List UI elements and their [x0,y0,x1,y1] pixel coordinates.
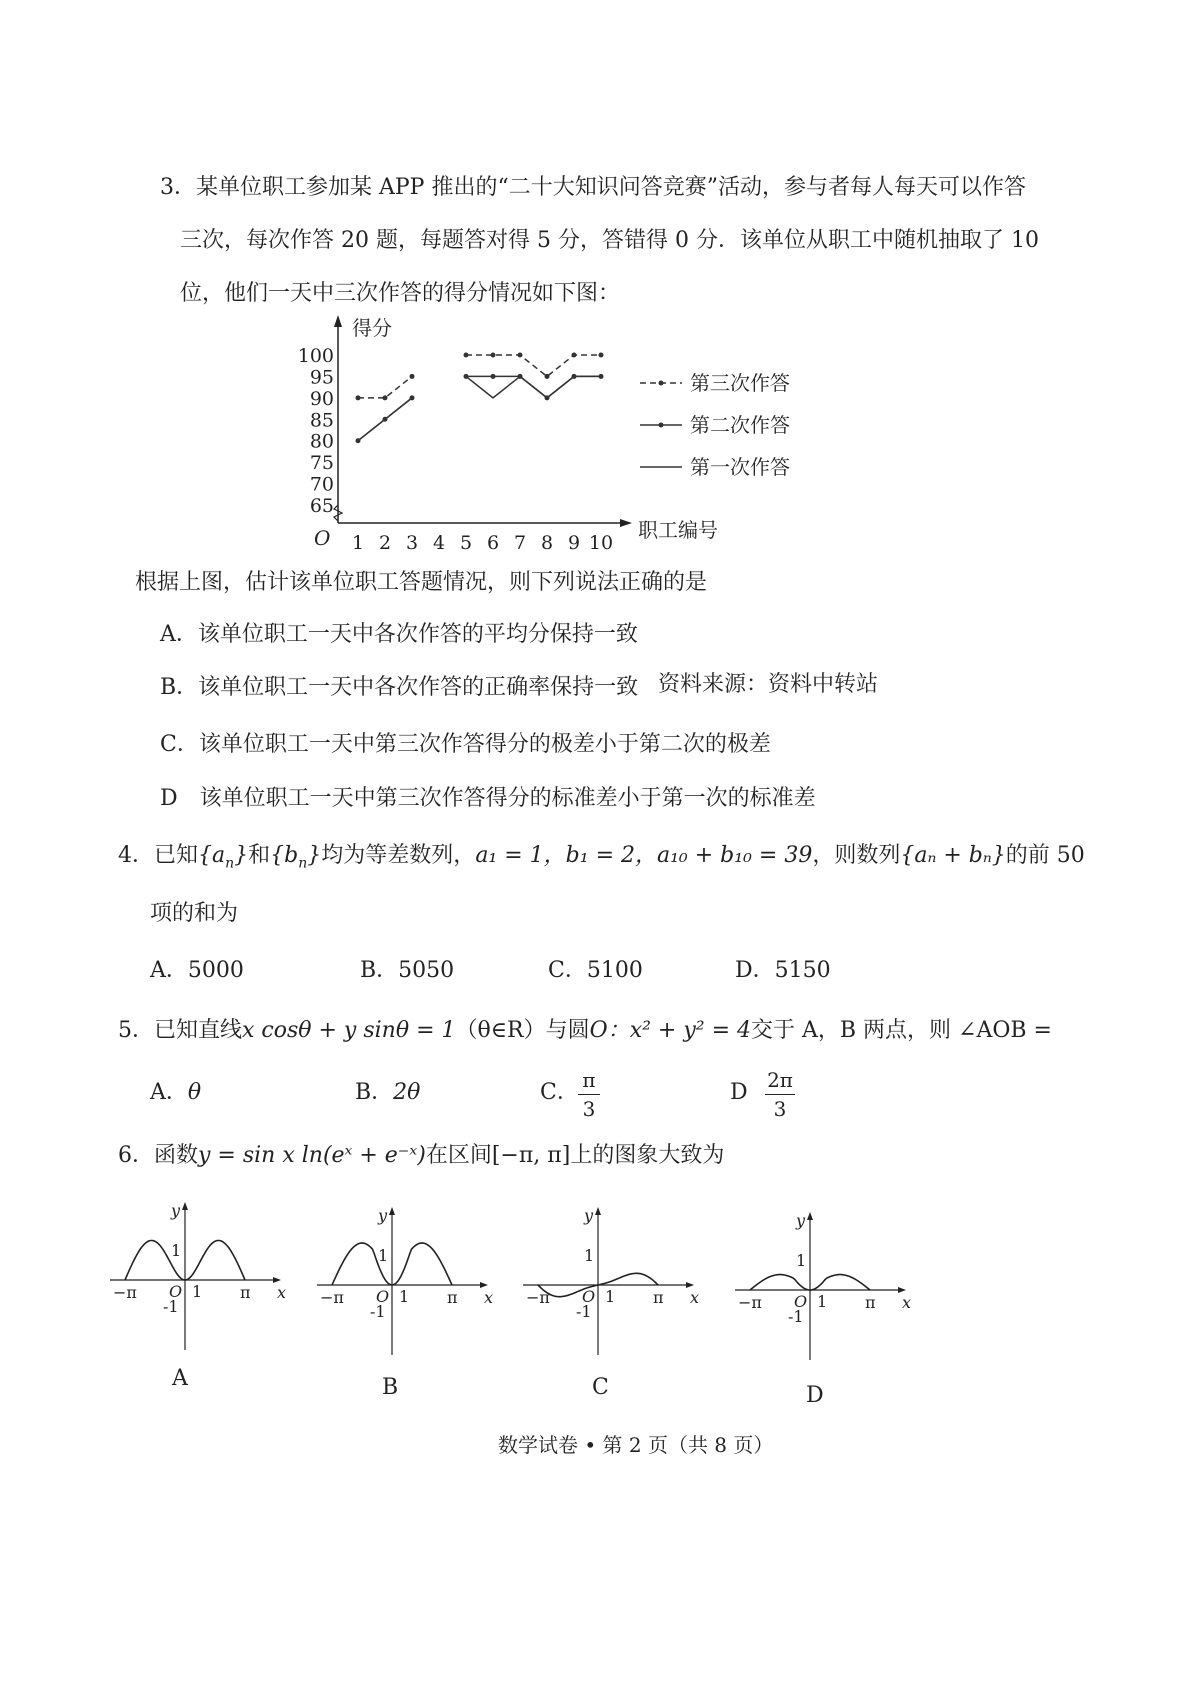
q4-seq-b: $\{b_n\}$ [270,843,322,872]
origin-label: O [794,1292,808,1311]
graph-a [105,1200,305,1350]
series-line [358,376,412,397]
q4-text-b: 和 [248,843,271,868]
y-axis-label: y [378,1206,388,1225]
origin-label: O [314,526,331,550]
origin-label: O [169,1282,183,1301]
y-tick-label: 75 [309,452,334,475]
series-3 [358,376,601,440]
q5-line-eq: x cosθ + y sinθ = 1 [242,1018,456,1043]
q4-line2: 项的和为 [150,901,239,926]
y-axis-label: y [584,1206,594,1225]
series-point [545,374,550,379]
series-2 [356,374,604,443]
graph-c [518,1205,718,1355]
q5-option-b: B．2θ [355,1080,421,1105]
q3-line3: 位，他们一天中三次作答的得分情况如下图： [180,281,621,306]
legend-label: 第三次作答 [690,371,790,395]
tick-one-y: 1 [171,1241,182,1260]
q4-option-d: D．5150 [735,958,831,983]
y-axis-label: y [796,1211,806,1230]
q5-option-c-label: C． [540,1080,579,1105]
tick-neg-one: -1 [788,1307,804,1326]
graph-d [730,1210,930,1360]
q6-text-a: 6．函数 [118,1143,198,1168]
x-tick-label: 1 [351,532,365,554]
y-axis-label: y [171,1201,181,1220]
x-tick-label: 6 [486,532,500,554]
q4-option-b: B．5050 [360,958,455,983]
y-tick-label: 80 [309,430,334,453]
y-tick-label: 70 [309,473,334,496]
x-tick-label: 3 [405,532,419,554]
y-axis-arrow [334,315,342,327]
q4-option-c: C．5100 [548,958,643,983]
q4-text-c: 均为等差数列， [321,843,476,868]
q3-option-c: C．该单位职工一天中第三次作答得分的极差小于第二次的极差 [160,732,771,757]
q5-option-a: A．θ [150,1080,202,1105]
q3-option-d: D 该单位职工一天中第三次作答得分的标准差小于第一次的标准差 [160,786,816,811]
score-chart [290,315,850,560]
q5-circle: O： [589,1018,630,1043]
series-point [491,353,496,358]
y-tick-label: 95 [309,366,334,389]
x-axis-arrow [620,519,632,527]
tick-one-y: 1 [584,1246,595,1265]
x-axis-label: 职工编号 [638,518,718,542]
tick-neg-pi: −π [526,1288,550,1307]
x-axis-label: x [902,1293,912,1312]
graph-b [312,1205,512,1355]
q4-seq-sum: {aₙ + bₙ} [900,843,1006,868]
y-axis-arrow [807,1212,813,1220]
tick-one-y: 1 [796,1251,807,1270]
legend-label: 第一次作答 [690,455,790,479]
q6-formula: y = sin x ln(eˣ + e⁻ˣ) [198,1143,426,1168]
graph-b-label: B [382,1375,399,1400]
tick-one-x: 1 [399,1287,410,1306]
q4-seq-a: $\{a_n\}$ [198,843,249,872]
x-tick-label: 7 [513,532,527,554]
y-tick-label: 90 [309,387,334,410]
q4-option-a: A．5000 [150,958,244,983]
q4-text-a: 4．已知 [118,843,198,868]
tick-neg-pi: −π [738,1293,762,1312]
tick-one-y: 1 [378,1246,389,1265]
q6-line1 [118,1145,724,1167]
x-axis-label: x [690,1288,700,1307]
q3-line2: 三次，每次作答 20 题，每题答对得 5 分，答错得 0 分．该单位从职工中随机抽取了 10 [180,228,1039,253]
graph-d-label: D [806,1383,824,1408]
q3-question: 根据上图，估计该单位职工答题情况，则下列说法正确的是 [135,570,708,595]
q5-domain: （θ∈R） [455,1018,546,1043]
q4-text-d: ，则数列 [812,843,901,868]
q6-text-b: 在区间 [425,1143,492,1168]
series-line [466,376,601,397]
q3-option-a: A．该单位职工一天中各次作答的平均分保持一致 [160,622,638,647]
q4-cond-1: a₁ = 1， [475,843,566,868]
series-point [491,374,496,379]
q5-option-c-frac: π 3 [578,1070,600,1119]
graph-a-label: A [172,1366,188,1391]
x-tick-label: 8 [540,532,554,554]
tick-neg-one: -1 [576,1302,592,1321]
q5-mid: 与圆 [545,1018,590,1043]
q5-option-d-frac: 2π 3 [765,1070,795,1119]
legend-marker [659,381,664,386]
q3-option-b: B．该单位职工一天中各次作答的正确率保持一致 [160,675,639,700]
graph-c-label: C [592,1375,609,1400]
x-tick-label: 9 [567,532,581,554]
series-line [358,398,412,441]
origin-label: O [376,1287,390,1306]
tick-neg-one: -1 [370,1302,386,1321]
tick-one-x: 1 [605,1287,616,1306]
x-tick-label: 5 [459,532,473,554]
q4-text-e: 的前 50 [1005,843,1085,868]
tick-pi: π [240,1283,251,1302]
y-axis-label: 得分 [352,316,392,340]
series-point [356,395,361,400]
x-axis-label: x [277,1283,287,1302]
q5-post: 交于 A，B 两点，则 ∠AOB = [751,1018,1052,1043]
tick-one-x: 1 [817,1292,828,1311]
q6-interval: [−π, π] [491,1143,571,1168]
legend-marker [659,423,664,428]
tick-one-x: 1 [192,1282,203,1301]
tick-pi: π [447,1288,458,1307]
x-tick-label: 4 [432,532,446,554]
series-line [466,355,601,376]
y-axis-arrow [389,1207,395,1215]
watermark-source: 资料来源：资料中转站 [658,672,879,697]
series-point [383,395,388,400]
tick-neg-pi: −π [113,1283,137,1302]
y-tick-label: 65 [309,495,334,517]
q5-option-d-label: D [730,1080,748,1105]
tick-pi: π [865,1293,876,1312]
q5-pre: 5．已知直线 [118,1018,242,1043]
q3-line1: 3．某单位职工参加某 APP 推出的“二十大知识问答竞赛”活动，参与者每人每天可以作答 [160,175,1026,200]
tick-neg-pi: −π [320,1288,344,1307]
q5-circle-eq: x² + y² = 4 [629,1018,751,1043]
x-axis-label: x [484,1288,494,1307]
q5-line1 [118,1020,1052,1042]
q4-cond-2: b₁ = 2， [565,843,657,868]
origin-label: O [582,1287,596,1306]
series-point [518,353,523,358]
series-point [572,353,577,358]
y-tick-label: 100 [297,345,334,367]
page-footer: 数学试卷 • 第 2 页（共 8 页） [498,1433,774,1457]
y-axis-arrow [182,1202,188,1210]
q4-cond-3: a₁₀ + b₁₀ = 39 [657,843,813,868]
tick-pi: π [653,1288,664,1307]
y-tick-label: 85 [309,409,334,432]
series-point [599,353,604,358]
x-tick-label: 2 [378,532,392,554]
tick-neg-one: -1 [163,1297,179,1316]
x-tick-label: 10 [588,532,614,554]
series-point [464,353,469,358]
q4-line1 [118,845,1085,870]
q6-text-c: 上的图象大致为 [570,1143,725,1168]
series-point [410,374,415,379]
legend-label: 第二次作答 [690,413,790,437]
y-axis-arrow [595,1207,601,1215]
